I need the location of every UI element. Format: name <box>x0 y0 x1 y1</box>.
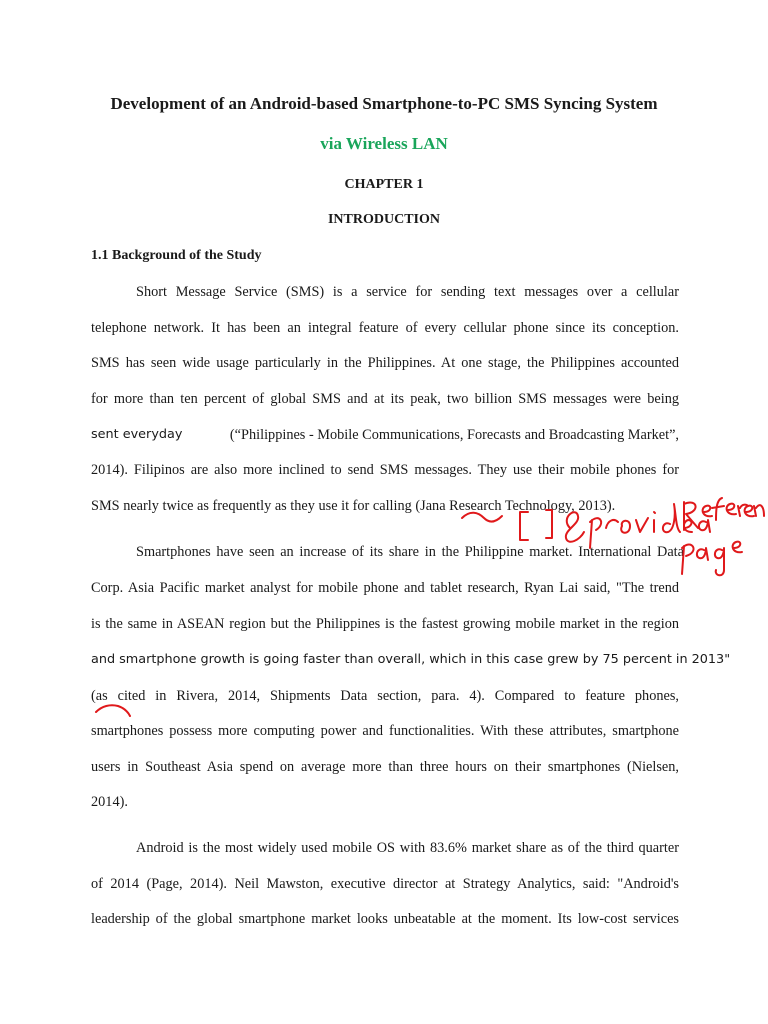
paragraph-line <box>91 427 679 444</box>
paragraph-line: Smartphones have seen an increase of its share in the Philippine market. International Data <box>136 544 684 560</box>
paragraph-line: leadership of the global smartphone market looks unbeatable at the moment. Its low-cost services <box>91 911 679 927</box>
paragraph-line: smartphones possess more computing power and functionalities. With these attributes, smartphone <box>91 723 679 739</box>
paragraph-line: 2014). Filipinos are also more inclined to send SMS messages. They use their mobile phones for <box>91 462 679 478</box>
chapter-heading: CHAPTER 1 <box>344 177 424 192</box>
paragraph-line: SMS nearly twice as frequently as they use it for calling (Jana Research Technology, 2013). <box>91 498 616 514</box>
section-heading: 1.1 Background of the Study <box>91 248 262 263</box>
paragraph-line-rest: (“Philippines - Mobile Communications, Forecasts and Broadcasting Market”, <box>229 427 679 443</box>
sent-everyday-text: sent everyday <box>91 427 183 442</box>
paragraph-line: telephone network. It has been an integral feature of every cellular phone since its conception. <box>91 320 679 336</box>
document-subtitle: via Wireless LAN <box>320 134 448 153</box>
paragraph-line: and smartphone growth is going faster than overall, which in this case grew by 75 percent in 2013" <box>91 652 731 667</box>
paragraph-line: for more than ten percent of global SMS and at its peak, two billion SMS messages were being <box>91 391 679 407</box>
paragraph-line: users in Southeast Asia spend on average more than three hours on their smartphones (Nielsen, <box>91 759 679 775</box>
paragraph-line: SMS has seen wide usage particularly in the Philippines. At one stage, the Philippines accounted <box>91 355 679 371</box>
paragraph-line: Short Message Service (SMS) is a service for sending text messages over a cellular <box>136 284 679 300</box>
paragraph-line: is the same in ASEAN region but the Philippines is the fastest growing mobile market in the region <box>91 616 679 632</box>
paragraph-line: (as cited in Rivera, 2014, Shipments Data section, para. 4). Compared to feature phones, <box>91 688 679 704</box>
paragraph-line: of 2014 (Page, 2014). Neil Mawston, executive director at Strategy Analytics, said: "Android's <box>91 876 679 892</box>
paragraph-line: Android is the most widely used mobile OS with 83.6% market share as of the third quarter <box>136 840 679 856</box>
paragraph-line: 2014). <box>91 794 128 810</box>
introduction-heading: INTRODUCTION <box>327 212 440 227</box>
document-title: Development of an Android-based Smartphone-to-PC SMS Syncing System <box>110 94 658 113</box>
paragraph-line: Corp. Asia Pacific market analyst for mobile phone and tablet research, Ryan Lai said, "The trend <box>91 580 679 596</box>
